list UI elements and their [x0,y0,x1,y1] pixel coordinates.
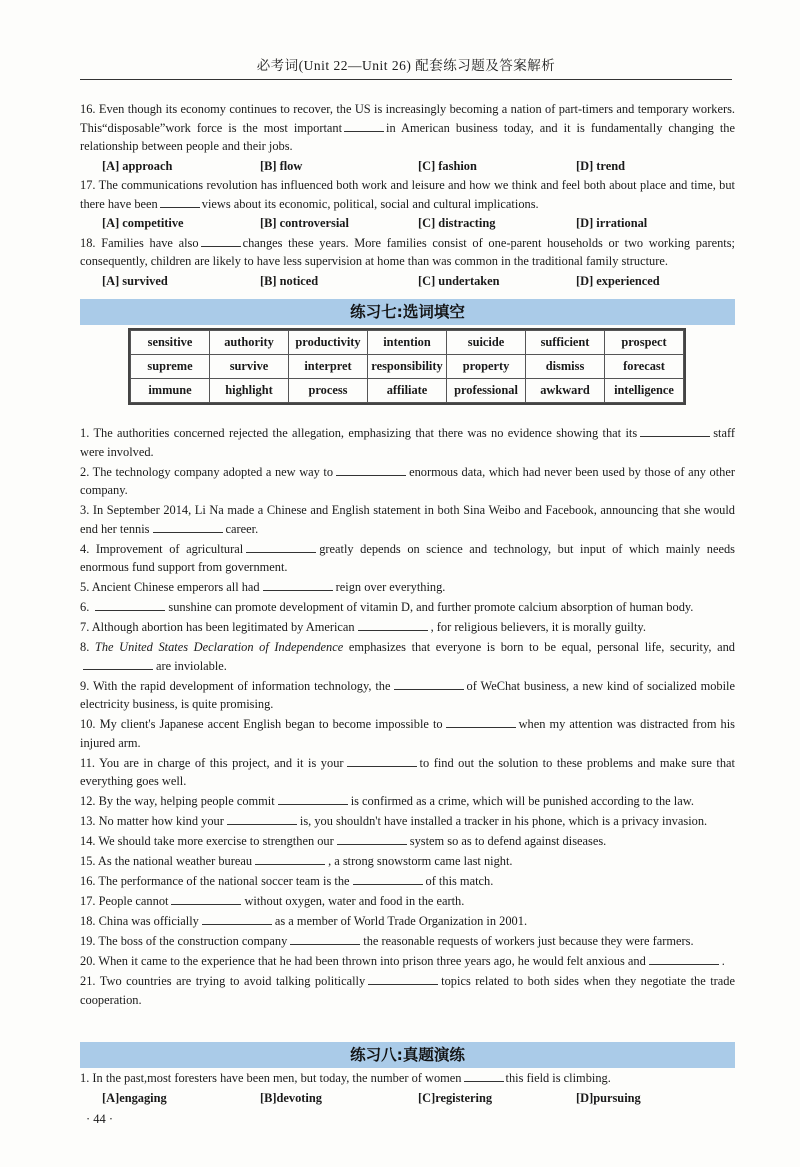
answer-blank[interactable] [394,678,464,690]
fill-in-item: 9. With the rapid development of information technology, the of WeChat business, a new kind of socialized mobile electricity business, is quite promising. [80,678,735,711]
word-cell: professional [447,379,526,403]
answer-blank[interactable] [337,833,407,845]
word-cell: productivity [289,331,368,355]
item-number: 11. [80,755,96,770]
word-cell: property [447,355,526,379]
word-cell: forecast [605,355,684,379]
mcq-question-17: 17. The communications revolution has influenced both work and leisure and how we think and feel both about place and time, but there have been views about its economic, political, social and cultural implications. [80,178,735,211]
fill-in-item: 7. Although abortion has been legitimated by American , for religious believers, it is morally guilty. [80,620,646,634]
fill-in-item: 13. No matter how kind your is, you shouldn't have installed a tracker in his phone, which is a privacy invasion. [80,814,708,828]
answer-blank[interactable] [347,755,417,767]
option-d[interactable]: [D] experienced [576,273,660,288]
word-cell: suicide [447,331,526,355]
mcq-options-16 [80,157,735,176]
option-b[interactable]: [B] flow [260,158,303,173]
option-a[interactable]: [A] approach [102,158,173,173]
item-number: 1. [80,426,90,440]
option-c[interactable]: [C]registering [418,1090,493,1105]
word-bank-table [130,330,684,403]
answer-blank[interactable] [336,464,406,476]
option-d[interactable]: [D]pursuing [576,1090,641,1105]
fill-in-item: 3. In September 2014, Li Na made a Chinese and English statement in both Sina Weibo and Facebook, announcing that she would end her tennis career. [80,503,735,536]
answer-blank[interactable] [353,873,423,885]
word-cell: interpret [289,355,368,379]
fill-in-item: 2. The technology company adopted a new way to enormous data, which had never been used by those of any other company. [80,464,736,497]
answer-blank[interactable] [95,599,165,611]
word-row [131,379,684,403]
fill-in-item: 19. The boss of the construction company the reasonable requests of workers just because they were farmers. [80,934,694,948]
item-number: 6. [80,600,90,614]
item-number: 12. [80,794,96,808]
fill-in-item: 1. The authorities concerned rejected the allegation, emphasizing that there was no evidence showing that its staff were involved. [80,426,735,459]
item-number: 19. [80,934,96,948]
option-a[interactable]: [A]engaging [102,1090,167,1105]
section-8-title: 练习八:真题演练 [80,1042,735,1068]
answer-blank[interactable] [640,425,710,437]
item-number: 16. [80,874,96,888]
option-a[interactable]: [A] survived [102,273,168,288]
item-number: 13. [80,814,96,828]
word-cell: authority [210,331,289,355]
section-7-title: 练习七:选词填空 [80,299,735,325]
option-c[interactable]: [C] undertaken [418,273,500,288]
item-number: 7. [80,620,90,634]
fill-in-item: 18. China was officially as a member of World Trade Organization in 2001. [80,914,528,928]
item-number: 3. [80,503,90,517]
answer-blank[interactable] [171,893,241,905]
answer-blank[interactable] [255,853,325,865]
option-a[interactable]: [A] competitive [102,216,184,230]
answer-blank[interactable] [278,793,348,805]
fill-in-item: 21. Two countries are trying to avoid talking politically topics related to both sides when they negotiate the trade cooperation. [80,974,735,1007]
fill-in-item: 6. sunshine can promote development of vitamin D, and further promote calcium absorption of human body. [80,600,694,614]
page-number: · 44 · [86,1112,114,1126]
answer-blank[interactable] [153,521,223,533]
fill-in-item: 12. By the way, helping people commit is confirmed as a crime, which will be punished according to the law. [80,794,694,808]
fill-in-item: 8. The United States Declaration of Independence emphasizes that everyone is born to be equal, personal life, security, andare inviolable. [80,640,735,673]
answer-blank[interactable] [201,235,241,247]
fill-in-item: 17. People cannot without oxygen, water and food in the earth. [80,894,465,908]
answer-blank[interactable] [263,579,333,591]
word-cell: survive [210,355,289,379]
answer-blank[interactable] [227,813,297,825]
option-c[interactable]: [C] fashion [418,158,477,173]
item-number: 18. [80,914,96,928]
answer-blank[interactable] [246,541,316,553]
item-number: 4. [80,541,90,556]
fill-in-item: 20. When it came to the experience that he had been thrown into prison three years ago, he would felt anxious and . [80,954,725,968]
mcq-question-18: 18. Families have also changes these years. More families consist of one-parent households or two working parents; consequently, children are likely to have less supervision at home than was common in the traditional family structure. [80,235,735,268]
fill-in-item: 10. My client's Japanese accent English began to become impossible to when my attention was distracted from his injured arm. [80,717,736,750]
fill-in-item: 11. You are in charge of this project, and it is your to find out the solution to these problems and make sure that everything goes well. [80,755,736,788]
word-cell: responsibility [368,355,447,379]
item-number: 14. [80,834,96,848]
item-number: 9. [80,678,90,693]
page-header: 必考词(Unit 22—Unit 26) 配套练习题及答案解析 [80,52,732,80]
italic-title: The United States Declaration of Independence [94,640,344,654]
word-cell: sufficient [526,331,605,355]
answer-blank[interactable] [83,658,153,670]
answer-blank[interactable] [464,1070,504,1082]
mcq-options-17 [80,214,735,233]
item-number: 5. [80,580,90,594]
option-b[interactable]: [B]devoting [260,1090,322,1105]
word-row [131,355,684,379]
mcq-options-18 [80,272,735,291]
item-number: 20. [80,954,96,968]
fill-in-list [80,424,735,1011]
item-number: 10. [80,717,96,731]
option-b[interactable]: [B] controversial [260,216,349,230]
answer-blank[interactable] [160,196,200,208]
item-number: 2. [80,464,90,479]
answer-blank[interactable] [358,619,428,631]
fill-in-item: 15. As the national weather bureau , a strong snowstorm came last night. [80,854,513,868]
word-cell: intelligence [605,379,684,403]
section-8-question: 1. In the past,most foresters have been men, but today, the number of women this field is climbing. [A]engaging [B]devoting [C]registering [D]pursuing [80,1069,735,1108]
option-c[interactable]: [C] distracting [418,216,496,230]
answer-blank[interactable] [446,716,516,728]
fill-in-item: 5. Ancient Chinese emperors all had reign over everything. [80,580,446,594]
item-number: 8. [80,640,90,654]
word-cell: prospect [605,331,684,355]
fill-in-item: 4. Improvement of agricultural greatly depends on science and technology, but input of which mainly needs enormous fund support from government. [80,541,736,574]
option-b[interactable]: [B] noticed [260,273,319,288]
fill-in-item: 14. We should take more exercise to strengthen our system so as to defend against diseases. [80,834,607,848]
answer-blank[interactable] [649,953,719,965]
item-number: 21. [80,974,96,988]
word-cell: intention [368,331,447,355]
word-cell: dismiss [526,355,605,379]
word-cell: affiliate [368,379,447,403]
word-cell: sensitive [131,331,210,355]
word-cell: process [289,379,368,403]
answer-blank[interactable] [368,973,438,985]
mcq-block [80,100,735,291]
word-row [131,331,684,355]
item-number: 15. [80,854,96,868]
section-8-options [80,1089,735,1108]
answer-blank[interactable] [344,120,384,132]
answer-blank[interactable] [202,913,272,925]
fill-in-item: 16. The performance of the national soccer team is the of this match. [80,874,494,888]
option-d[interactable]: [D] irrational [576,216,648,230]
option-d[interactable]: [D] trend [576,158,625,173]
word-cell: awkward [526,379,605,403]
item-number: 17. [80,894,96,908]
word-cell: immune [131,379,210,403]
word-cell: supreme [131,355,210,379]
mcq-question-16: 16. Even though its economy continues to recover, the US is increasingly becoming a nation of part-timers and temporary workers. This“disposable”work force is the most important in American business today, and it is fundamentally changing the relationship between people and their jobs. [80,102,735,153]
answer-blank[interactable] [290,933,360,945]
word-cell: highlight [210,379,289,403]
